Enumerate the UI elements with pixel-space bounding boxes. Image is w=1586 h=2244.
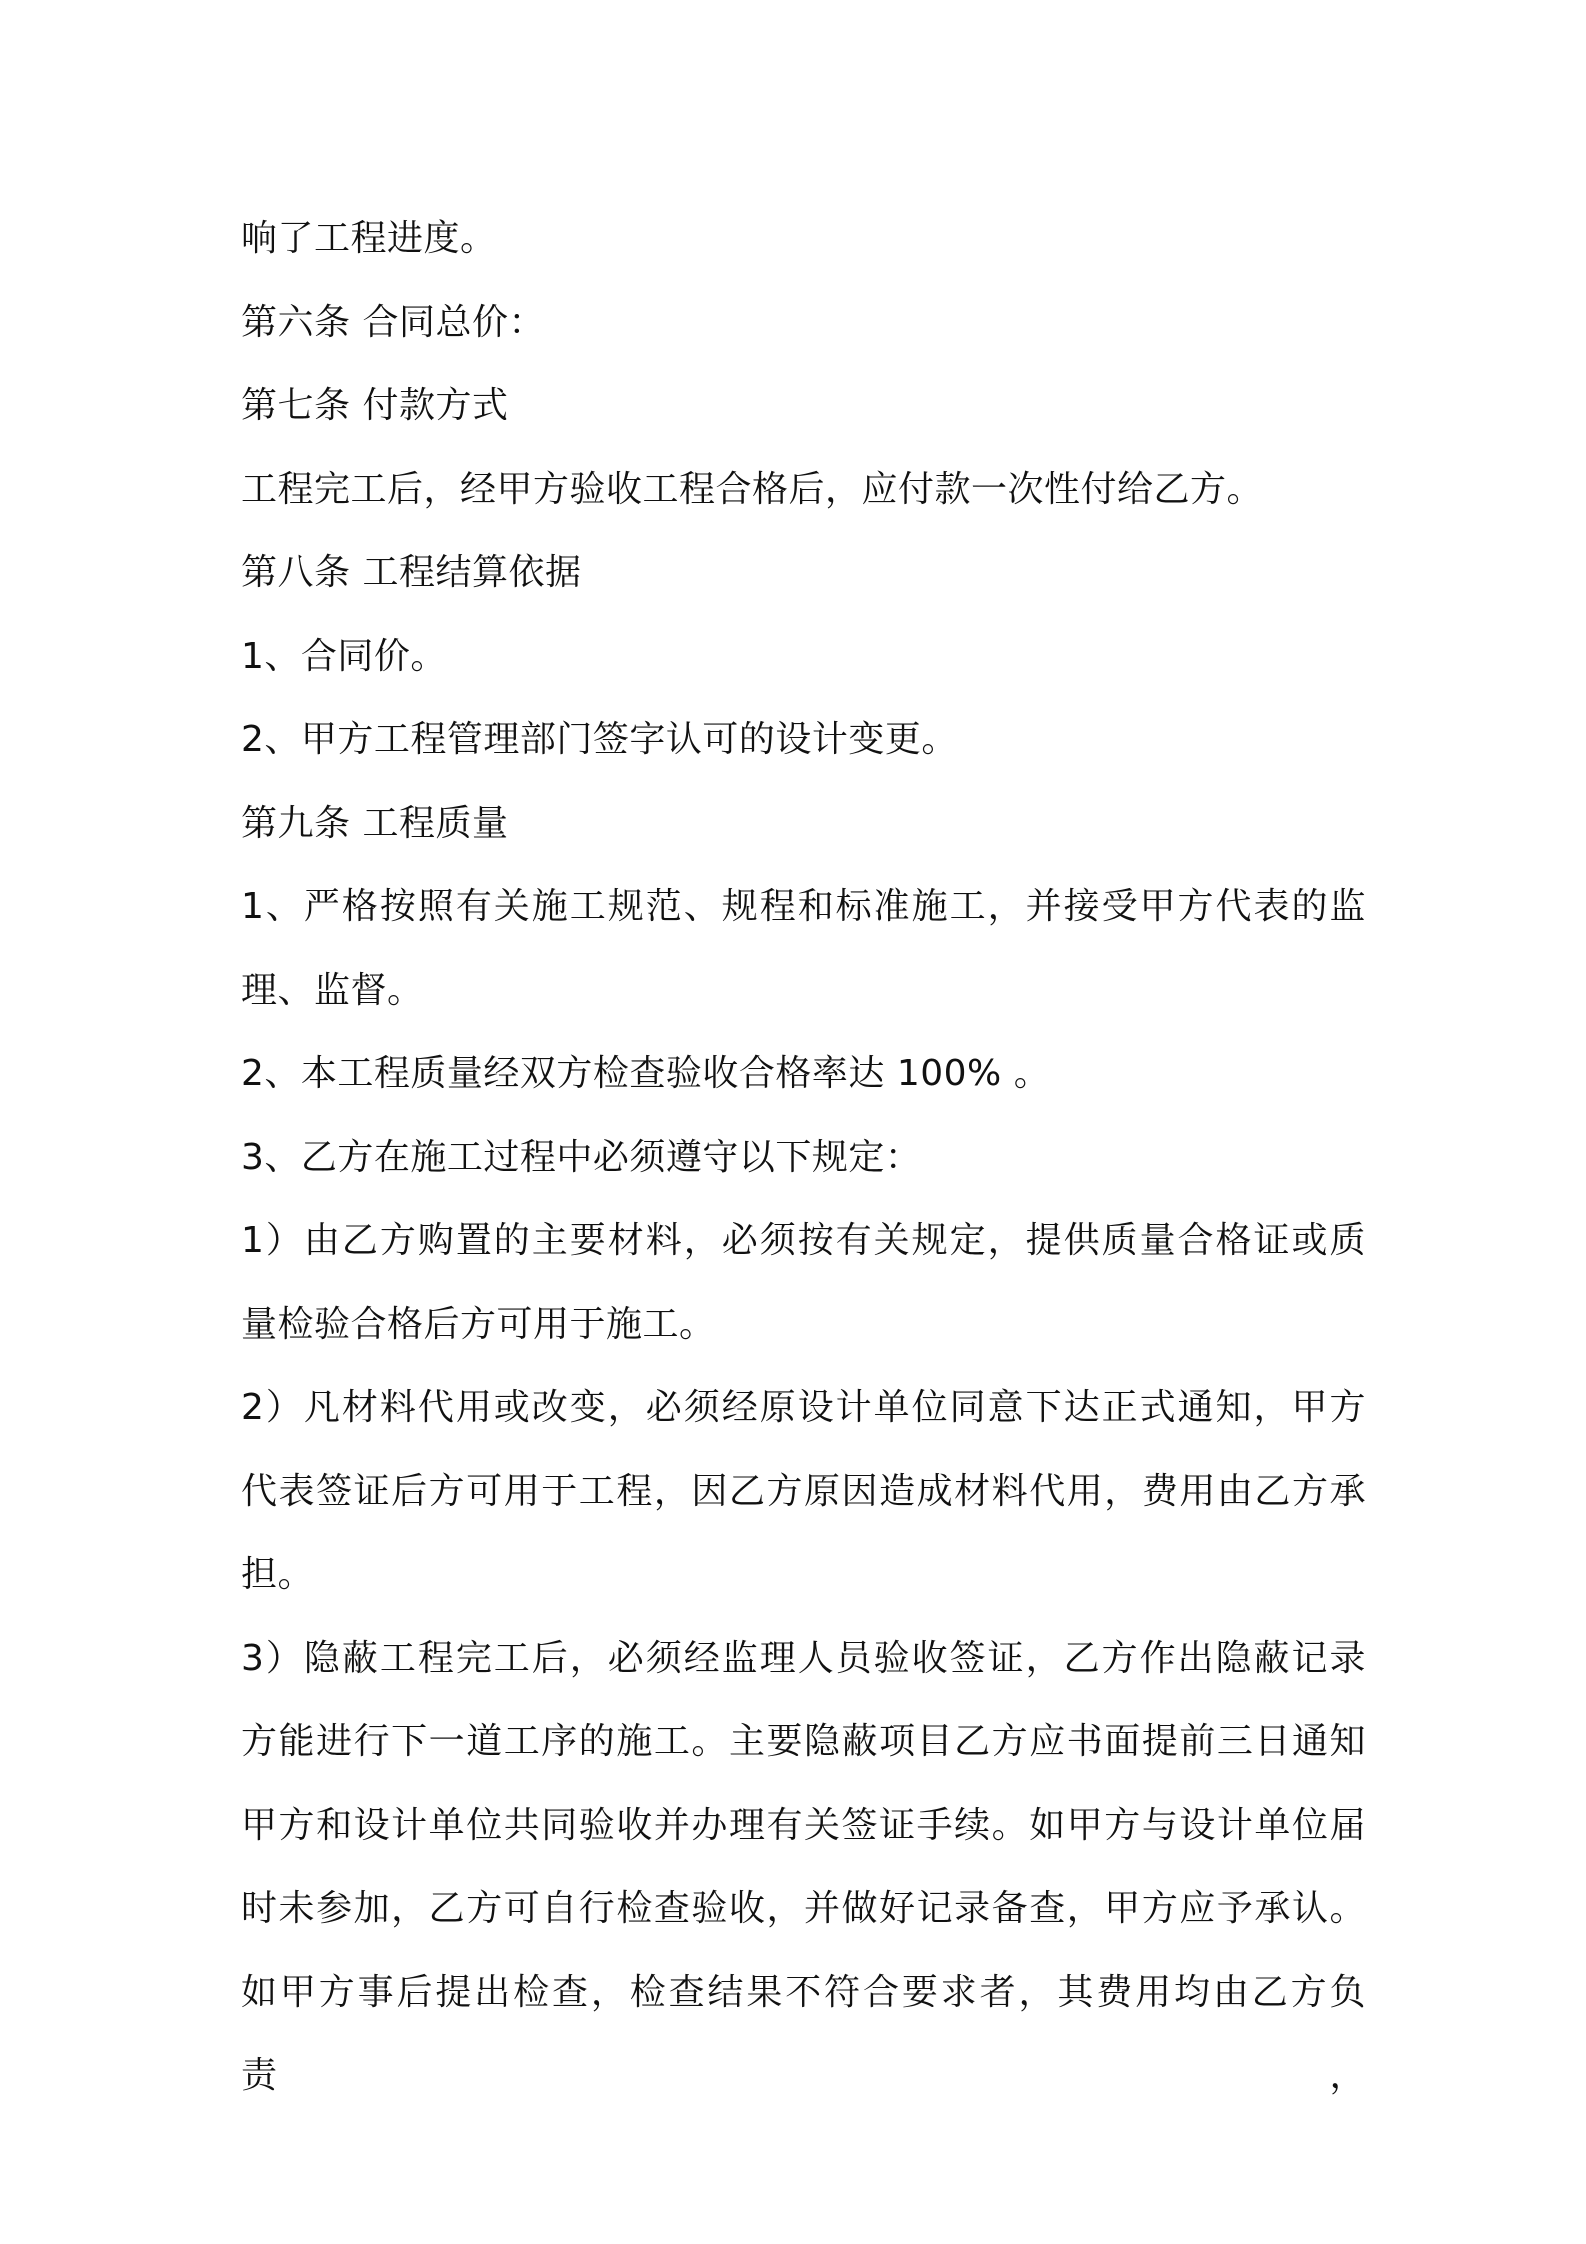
list-item: 3、乙方在施工过程中必须遵守以下规定： <box>241 1136 922 1178</box>
list-item: 1）由乙方购置的主要材料，必须按有关规定，提供质量合格证或质 <box>241 1220 1366 1261</box>
list-item: 1、合同价。 <box>241 635 447 677</box>
text-line: 量检验合格后方可用于施工。 <box>241 1303 716 1345</box>
text-line: 响了工程进度。 <box>241 218 497 259</box>
text-line: 方能进行下一道工序的施工。主要隐蔽项目乙方应书面提前三日通知 <box>241 1721 1366 1762</box>
article-heading: 第七条 付款方式 <box>241 385 509 426</box>
text-line: 甲方和设计单位共同验收并办理有关签证手续。如甲方与设计单位届 <box>241 1804 1366 1846</box>
article-heading: 第八条 工程结算依据 <box>241 552 582 593</box>
article-heading: 第九条 工程质量 <box>241 802 509 844</box>
text-line: 工程完工后，经甲方验收工程合格后，应付款一次性付给乙方。 <box>241 468 1264 510</box>
list-item: 1、严格按照有关施工规范、规程和标准施工，并接受甲方代表的监 <box>241 886 1366 927</box>
article-heading: 第六条 合同总价： <box>241 301 545 343</box>
list-item: 2）凡材料代用或改变，必须经原设计单位同意下达正式通知，甲方 <box>241 1387 1366 1428</box>
text-line: 如甲方事后提出检查，检查结果不符合要求者，其费用均由乙方负责， <box>241 1971 1366 2096</box>
list-item: 2、甲方工程管理部门签字认可的设计变更。 <box>241 719 958 760</box>
text-line: 担。 <box>241 1554 315 1595</box>
list-item: 2、本工程质量经双方检查验收合格率达 100% 。 <box>241 1053 1051 1094</box>
text-line: 代表签证后方可用于工程，因乙方原因造成材料代用，费用由乙方承 <box>241 1470 1366 1512</box>
list-item: 3）隐蔽工程完工后，必须经监理人员验收签证，乙方作出隐蔽记录 <box>241 1637 1366 1679</box>
text-line: 时未参加，乙方可自行检查验收，并做好记录备查，甲方应予承认。 <box>241 1888 1366 1929</box>
text-line: 理、监督。 <box>241 969 424 1011</box>
document-body <box>241 197 1366 2096</box>
